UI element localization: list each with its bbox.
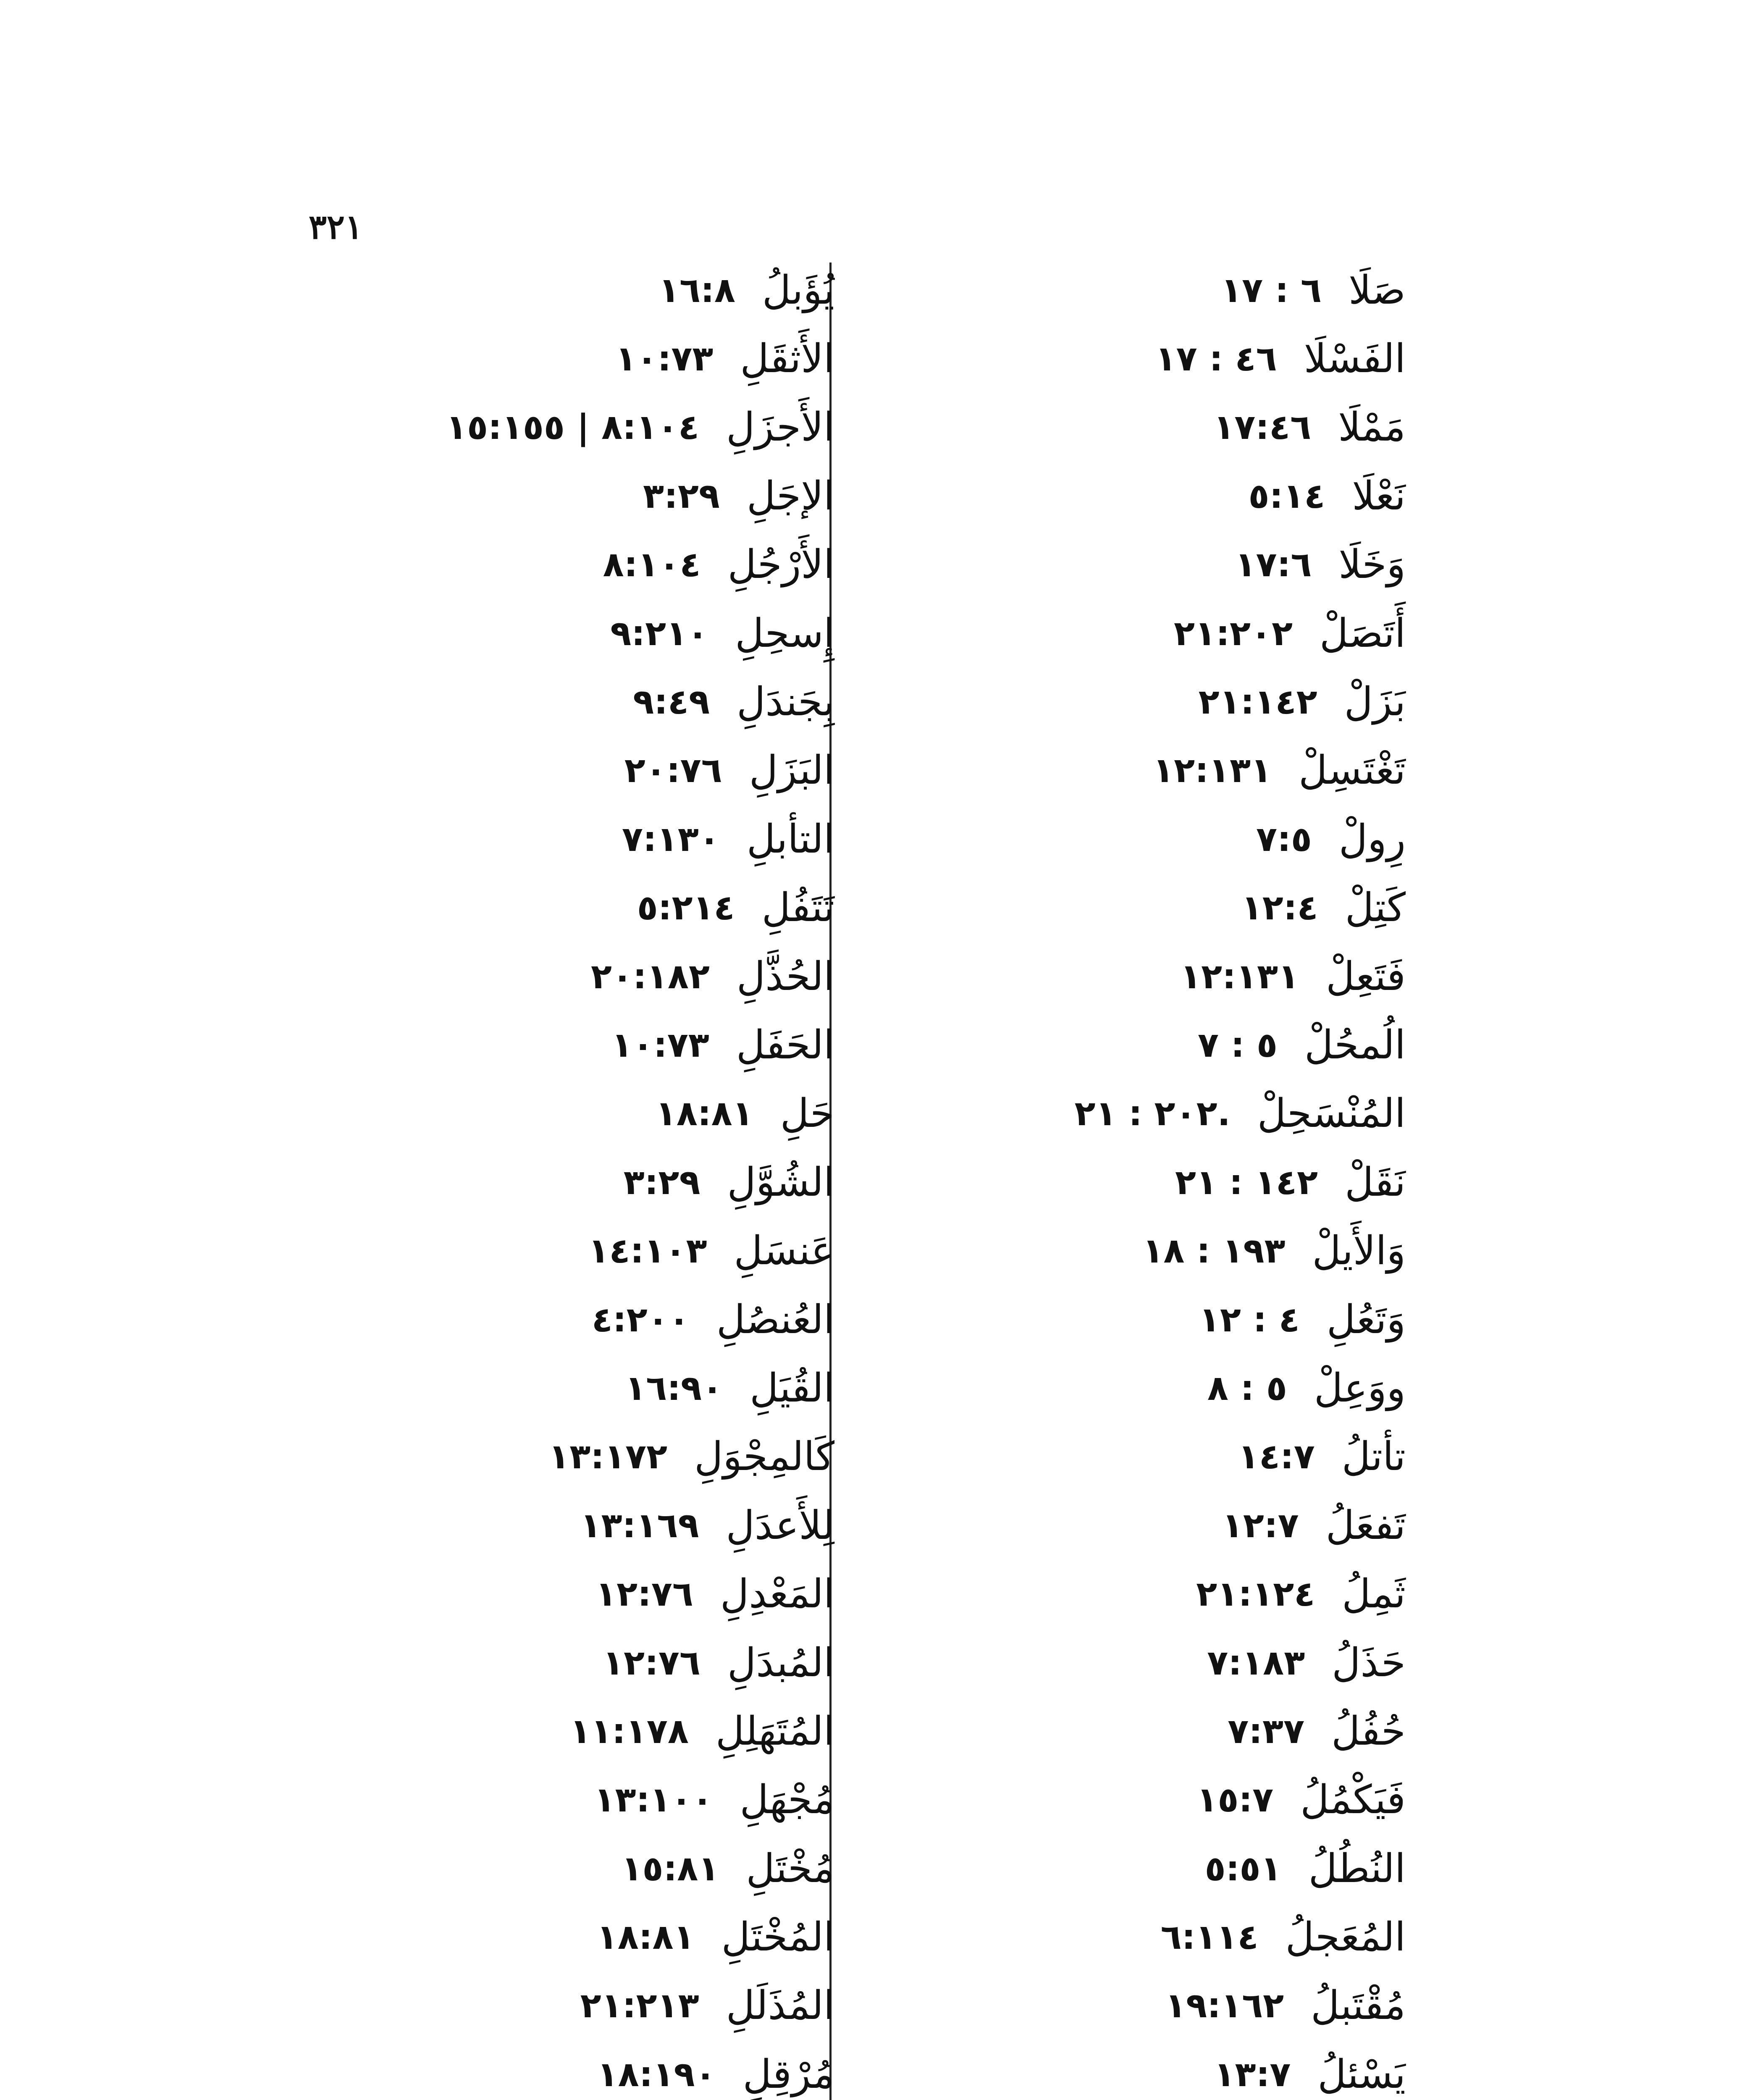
index-entry bbox=[142, 1080, 834, 1148]
entry-reference: ١٦:٩٠ bbox=[625, 1368, 723, 1408]
entry-word: تأتلُ bbox=[1341, 1434, 1406, 1480]
entry-word: الشُوَّلِ bbox=[727, 1159, 834, 1205]
entry-reference: ١٥:٧ bbox=[1196, 1780, 1274, 1820]
entry-word: فَيَكْمُلُ bbox=[1300, 1777, 1406, 1823]
index-entry bbox=[797, 1217, 1406, 1285]
entry-reference: ٤ : ١٢ bbox=[1199, 1299, 1300, 1340]
entry-reference: ٤:٢٠٠ bbox=[591, 1299, 690, 1340]
entry-word: بَزَلْ bbox=[1344, 679, 1406, 725]
entry-word: ثَمِلُ bbox=[1342, 1571, 1406, 1617]
entry-word: التأبلِ bbox=[746, 816, 834, 862]
index-entry bbox=[142, 805, 834, 874]
entry-word: حَذَلُ bbox=[1332, 1640, 1406, 1686]
entry-reference: ٧:٥ bbox=[1256, 819, 1312, 859]
index-entry bbox=[142, 1011, 834, 1079]
index-entry bbox=[797, 1903, 1406, 1971]
index-entry bbox=[797, 2040, 1406, 2100]
entry-word: مُقْتَبلُ bbox=[1311, 1983, 1406, 2029]
entry-word: مُرْقِلِ bbox=[743, 2051, 834, 2097]
index-entry bbox=[142, 599, 834, 668]
index-entry bbox=[142, 1286, 834, 1354]
entry-reference: ١٢:١٣١ bbox=[1153, 751, 1272, 791]
page-number: ٣٢١ bbox=[309, 207, 363, 247]
entry-word: الإجَلِ bbox=[746, 473, 834, 519]
entry-word: لِلأَعدَلِ bbox=[726, 1502, 834, 1549]
entry-word: مُخْتَلِ bbox=[746, 1845, 834, 1892]
entry-reference: ٧:١٣٠ bbox=[622, 819, 720, 859]
entry-reference: ١٠:٧٣ bbox=[615, 339, 714, 379]
index-entry bbox=[797, 1560, 1406, 1628]
index-entry bbox=[797, 1286, 1406, 1354]
index-entry bbox=[797, 599, 1406, 668]
entry-reference: ٧:٣٧ bbox=[1228, 1711, 1305, 1751]
entry-reference: ١٤:٧ bbox=[1238, 1437, 1315, 1477]
index-entry bbox=[797, 256, 1406, 325]
entry-word: حُفُلُ bbox=[1331, 1708, 1406, 1754]
index-entry bbox=[142, 1560, 834, 1628]
index-entry bbox=[797, 942, 1406, 1011]
index-entry bbox=[142, 1491, 834, 1560]
entry-word: المُنْسَحِلْ bbox=[1257, 1091, 1406, 1137]
entry-reference: ١٢:٧٦ bbox=[595, 1574, 693, 1614]
entry-reference: ٤٦ : ١٧ bbox=[1155, 339, 1277, 379]
entry-word: البَزَلِ bbox=[749, 748, 834, 794]
entry-reference: ٢٠:١٨٢ bbox=[590, 956, 710, 997]
index-entry bbox=[797, 805, 1406, 874]
index-entry bbox=[797, 1354, 1406, 1423]
entry-word: المُعَجلُ bbox=[1285, 1914, 1406, 1961]
entry-reference: ١٦:٨ bbox=[658, 270, 735, 310]
index-entry bbox=[797, 1629, 1406, 1697]
entry-word: حَلِ bbox=[780, 1091, 834, 1137]
entry-reference: ١٨:٨١ bbox=[596, 1917, 695, 1958]
index-entry bbox=[797, 874, 1406, 942]
entry-word: صَلَا bbox=[1349, 267, 1406, 313]
right-column bbox=[797, 256, 1406, 2100]
index-entry bbox=[142, 1697, 834, 1766]
entry-word: الأَثقَلِ bbox=[740, 336, 834, 382]
entry-word: مُجْهَلِ bbox=[740, 1777, 834, 1823]
index-entry bbox=[142, 1354, 834, 1423]
entry-word: الُمحُلْ bbox=[1304, 1022, 1406, 1068]
entry-word: نَقَلْ bbox=[1345, 1159, 1406, 1205]
index-entry bbox=[142, 462, 834, 530]
entry-word: رِولْ bbox=[1338, 816, 1406, 862]
index-entry bbox=[797, 1011, 1406, 1079]
entry-word: المُخْتَلِ bbox=[721, 1914, 834, 1961]
index-entry bbox=[142, 1629, 834, 1697]
index-entry bbox=[142, 1217, 834, 1285]
index-entry bbox=[797, 1766, 1406, 1835]
entry-word: القُيَلِ bbox=[750, 1365, 834, 1411]
entry-reference: ٥ : ٧ bbox=[1198, 1025, 1278, 1065]
entry-reference: ١٧:٤٦ bbox=[1213, 407, 1312, 448]
entry-reference: ١٢:٤ bbox=[1241, 888, 1318, 928]
entry-reference: ٢٠:٧٦ bbox=[624, 751, 722, 791]
entry-reference: ١٢:٧ bbox=[1222, 1505, 1299, 1546]
entry-reference: ٢١:٢٠٢ bbox=[1173, 613, 1293, 654]
index-entry bbox=[797, 737, 1406, 805]
entry-word: النُطُلُ bbox=[1308, 1845, 1406, 1892]
entry-word: مَمْلَا bbox=[1338, 404, 1406, 451]
index-entry bbox=[797, 1972, 1406, 2040]
index-entry bbox=[797, 1697, 1406, 1766]
entry-reference: ٢١:١٢٤ bbox=[1196, 1574, 1315, 1614]
index-entry bbox=[142, 1835, 834, 1903]
entry-word: الأَجزَلِ bbox=[726, 404, 834, 451]
entry-word: الحُذَّلِ bbox=[736, 953, 834, 1000]
index-entry bbox=[142, 668, 834, 736]
entry-word: يُؤَبلُ bbox=[762, 267, 834, 313]
entry-reference: ١٤٢ : ٢١ bbox=[1175, 1162, 1318, 1202]
entry-reference: ٩:٤٩ bbox=[633, 682, 710, 722]
entry-reference: ٢١:١٤٢ bbox=[1198, 682, 1317, 722]
entry-reference: ١٩:١٦٢ bbox=[1165, 1986, 1284, 2026]
index-entry bbox=[797, 1835, 1406, 1903]
entry-reference: ٦ : ١٧ bbox=[1221, 270, 1322, 310]
entry-word: العُنصُلِ bbox=[716, 1297, 834, 1343]
entry-reference: ١١:١٧٨ bbox=[569, 1711, 689, 1751]
index-entry bbox=[142, 1903, 834, 1971]
entry-word: عَنسَلِ bbox=[734, 1228, 834, 1274]
index-entry bbox=[797, 668, 1406, 736]
index-entry bbox=[142, 1423, 834, 1491]
index-entry bbox=[142, 737, 834, 805]
entry-reference: ١٨:٨١ bbox=[655, 1094, 753, 1134]
index-entry bbox=[797, 394, 1406, 462]
entry-word: إِسحِلِ bbox=[735, 610, 834, 656]
entry-word: وَالأَيلْ bbox=[1312, 1228, 1406, 1274]
entry-word: المَعْدِلِ bbox=[720, 1571, 834, 1617]
entry-word: الأَرْجُلِ bbox=[727, 542, 834, 588]
entry-word: ووَعِلْ bbox=[1314, 1365, 1406, 1411]
entry-word: نَعْلَا bbox=[1352, 473, 1406, 519]
index-entry bbox=[142, 2040, 834, 2100]
entry-word: أَتَصَلْ bbox=[1320, 610, 1406, 656]
entry-word: تَغْتَسِلْ bbox=[1299, 748, 1406, 794]
index-entry bbox=[142, 531, 834, 599]
entry-word: الحَفَلِ bbox=[736, 1022, 834, 1068]
entry-reference: .٢٠٢ : ٢١ bbox=[1074, 1094, 1231, 1134]
entry-word: الفَسْلَا bbox=[1304, 336, 1406, 382]
entry-reference: ١٣:١٠٠ bbox=[594, 1780, 713, 1820]
entry-word: المُتَهَلِلِ bbox=[715, 1708, 834, 1754]
entry-reference: ١٨:١٩٠ bbox=[597, 2054, 716, 2095]
entry-reference: ٣:٢٩ bbox=[643, 476, 720, 516]
entry-word: يَسْئلُ bbox=[1317, 2051, 1406, 2097]
entry-reference: ١٥:٨١ bbox=[621, 1848, 719, 1889]
index-entry bbox=[797, 531, 1406, 599]
entry-reference: ١٠:٧٣ bbox=[611, 1025, 709, 1065]
index-entry bbox=[797, 462, 1406, 530]
entry-reference: ٥:٥١ bbox=[1204, 1848, 1282, 1889]
index-entry bbox=[797, 1080, 1406, 1148]
index-entry bbox=[797, 1148, 1406, 1217]
index-entry bbox=[142, 1766, 834, 1835]
entry-reference: ٥ : ٨ bbox=[1207, 1368, 1287, 1408]
entry-word: فَتَعِلْ bbox=[1326, 953, 1406, 1000]
index-entry bbox=[142, 942, 834, 1011]
index-entry bbox=[797, 1423, 1406, 1491]
entry-word: كَتِلْ bbox=[1345, 885, 1406, 931]
index-entry bbox=[142, 874, 834, 942]
entry-reference: ٥:١٤ bbox=[1248, 476, 1325, 516]
entry-word: تَفعَلُ bbox=[1325, 1502, 1406, 1549]
entry-reference: ١٣:٧ bbox=[1214, 2054, 1291, 2095]
entry-reference: ١٤:١٠٣ bbox=[588, 1231, 707, 1271]
index-entry bbox=[142, 325, 834, 393]
entry-reference: ٦:١١٤ bbox=[1160, 1917, 1259, 1958]
entry-reference: ٧:١٨٣ bbox=[1207, 1643, 1305, 1683]
entry-reference: ٣:٢٩ bbox=[623, 1162, 701, 1202]
entry-reference: ٨:١٠٤ | ١٥:١٥٥ bbox=[446, 407, 699, 448]
entry-word: بِجَندَلِ bbox=[737, 679, 834, 725]
entry-reference: ١٣:١٦٩ bbox=[580, 1505, 699, 1546]
index-entry bbox=[797, 1491, 1406, 1560]
entry-word: وَتَعُلِ bbox=[1326, 1297, 1406, 1343]
entry-reference: ٨:١٠٤ bbox=[603, 545, 701, 585]
entry-reference: ١٧:٦ bbox=[1235, 545, 1312, 585]
entry-reference: ٩:٢١٠ bbox=[610, 613, 708, 654]
entry-reference: ١٢:٧٦ bbox=[602, 1643, 701, 1683]
index-entry bbox=[142, 394, 834, 462]
entry-word: المُذَلَلِ bbox=[726, 1983, 834, 2029]
entry-reference: ١٢:١٣١ bbox=[1180, 956, 1299, 997]
index-entry bbox=[142, 256, 834, 325]
entry-word: تَتَفُلِ bbox=[761, 885, 834, 931]
index-entry bbox=[142, 1148, 834, 1217]
left-column bbox=[142, 256, 834, 2100]
entry-reference: ١٣:١٧٢ bbox=[548, 1437, 668, 1477]
entry-reference: ١٩٣ : ١٨ bbox=[1142, 1231, 1286, 1271]
index-entry bbox=[142, 1972, 834, 2040]
entry-reference: ٥:٢١٤ bbox=[637, 888, 735, 928]
entry-word: المُبدَلِ bbox=[727, 1640, 834, 1686]
index-entry bbox=[797, 325, 1406, 393]
entry-reference: ٢١:٢١٣ bbox=[580, 1986, 699, 2026]
entry-word: كَالمِجْوَلِ bbox=[694, 1434, 834, 1480]
entry-word: وَخَلَا bbox=[1338, 542, 1406, 588]
